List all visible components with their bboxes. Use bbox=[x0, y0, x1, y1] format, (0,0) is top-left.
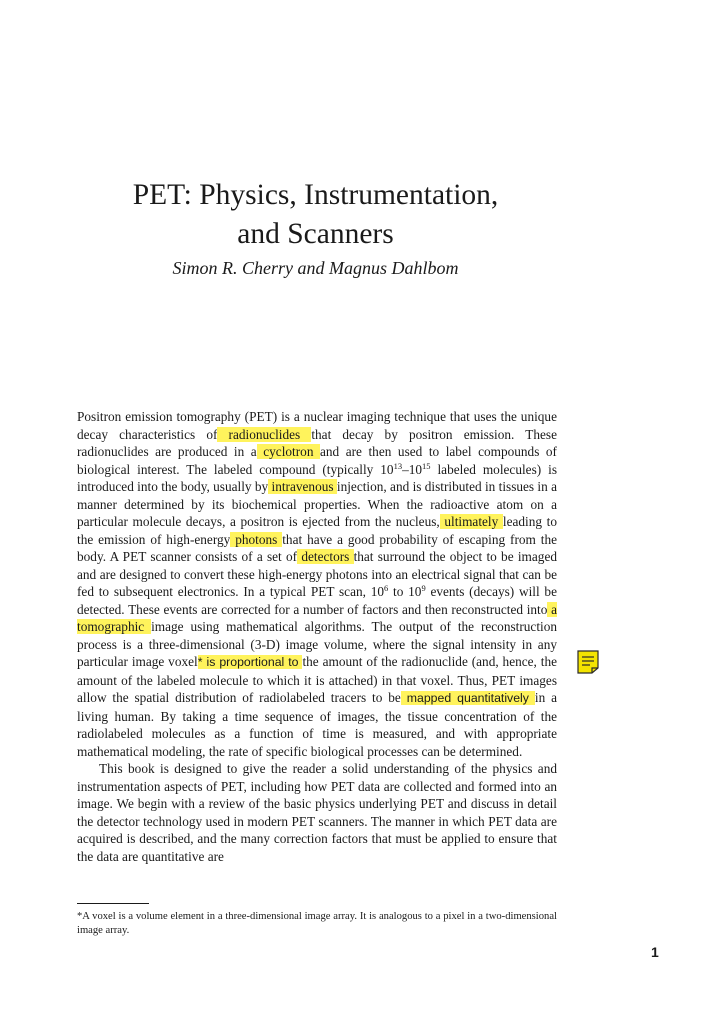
text-run: in a living human. By taking a time sequence of images, the tissue concentration of the radiolabeled molecules as a function of time is measured, and with appropriate mathematical modeling, the rate of specific biological processes can be determined. bbox=[77, 690, 557, 759]
highlight-radionuclides[interactable]: radionuclides bbox=[217, 426, 312, 442]
footnote-rule bbox=[77, 903, 149, 904]
highlight-detectors[interactable]: detectors bbox=[297, 549, 354, 564]
text-run: the amount of the radionuclide (and, hence, the amount of the labeled molecule to which it is attached) in that voxel. Thus, PET images allow the spatial distribution of radiolabeled tracers to be bbox=[77, 654, 557, 705]
chapter-title-line-1: PET: Physics, Instrumentation, bbox=[132, 179, 499, 211]
text-run: injection, and is distributed in tissues in a manner determined by its biochemical properties. When the radioactive atom on a particular molecule decays, a positron is ejected from the nucleus, bbox=[77, 479, 557, 529]
text-run: events (decays) will be detected. These events are corrected for a number of factors and then reconstructed into bbox=[77, 584, 557, 617]
page-number: 1 bbox=[651, 944, 659, 960]
superscript: 9 bbox=[421, 583, 426, 593]
superscript: 15 bbox=[422, 460, 431, 471]
highlight-cyclotron[interactable]: cyclotron bbox=[256, 444, 320, 459]
sticky-note-icon[interactable] bbox=[577, 650, 599, 674]
chapter-authors: Simon R. Cherry and Magnus Dahlbom bbox=[172, 258, 459, 278]
text-run: to 10 bbox=[388, 584, 422, 599]
text-run: and are then used to label compounds of biological interest. The labeled compound (typically 10 bbox=[77, 444, 557, 477]
highlight-is-proportional-to[interactable]: * is proportional to bbox=[197, 655, 303, 669]
highlight-mapped-quantitatively[interactable]: mapped quantitatively bbox=[400, 691, 535, 705]
text-run: that have a good probability of escaping from the body. A PET scanner consists of a set of bbox=[77, 531, 558, 564]
text-run: that decay by positron emission. These radionuclides are produced in a bbox=[77, 426, 557, 459]
body-text bbox=[77, 408, 557, 865]
text-run: leading to the emission of high-energy bbox=[77, 514, 557, 547]
chapter-title bbox=[0, 176, 631, 254]
text-run: –10 bbox=[402, 461, 423, 477]
chapter-title-line-2: and Scanners bbox=[237, 218, 394, 250]
highlight-tomographic[interactable]: a tomographic bbox=[77, 601, 557, 634]
text-run: Positron emission tomography (PET) is a nuclear imaging technique that uses the unique decay characteristics of bbox=[77, 409, 557, 442]
text-run: that surround the object to be imaged and are designed to convert these high-energy photons into an electrical signal that can be fed to subsequent electronics. In a typical PET scan, 10 bbox=[77, 549, 557, 599]
superscript: 13 bbox=[393, 460, 403, 471]
text-run: labeled molecules) is introduced into the body, usually by bbox=[77, 461, 557, 494]
sticky-note-icon-graphic bbox=[577, 650, 599, 674]
highlight-photons[interactable]: photons bbox=[230, 531, 283, 547]
footnote: *A voxel is a volume element in a three-dimensional image array. It is analogous to a pixel in a two-dimensional image array. bbox=[77, 911, 557, 936]
paragraph-2: This book is designed to give the reader a solid understanding of the physics and instrumentation aspects of PET, including how PET data are collected and formed into an image. We begin with a review of the basic physics underlying PET and discuss in detail the detector technology used in modern PET scanners. The manner in which PET data are acquired is described, and the many correction factors that must be applied to ensure that the data are quantitative are bbox=[77, 761, 557, 864]
text-run: image using mathematical algorithms. The output of the reconstruction process is a three-dimensional (3-D) image volume, where the signal intensity in any particular image voxel bbox=[77, 619, 558, 669]
highlight-ultimately[interactable]: ultimately bbox=[439, 514, 503, 529]
superscript: 6 bbox=[384, 583, 389, 593]
highlight-intravenous[interactable]: intravenous bbox=[268, 479, 337, 494]
paragraph-1 bbox=[77, 408, 557, 760]
